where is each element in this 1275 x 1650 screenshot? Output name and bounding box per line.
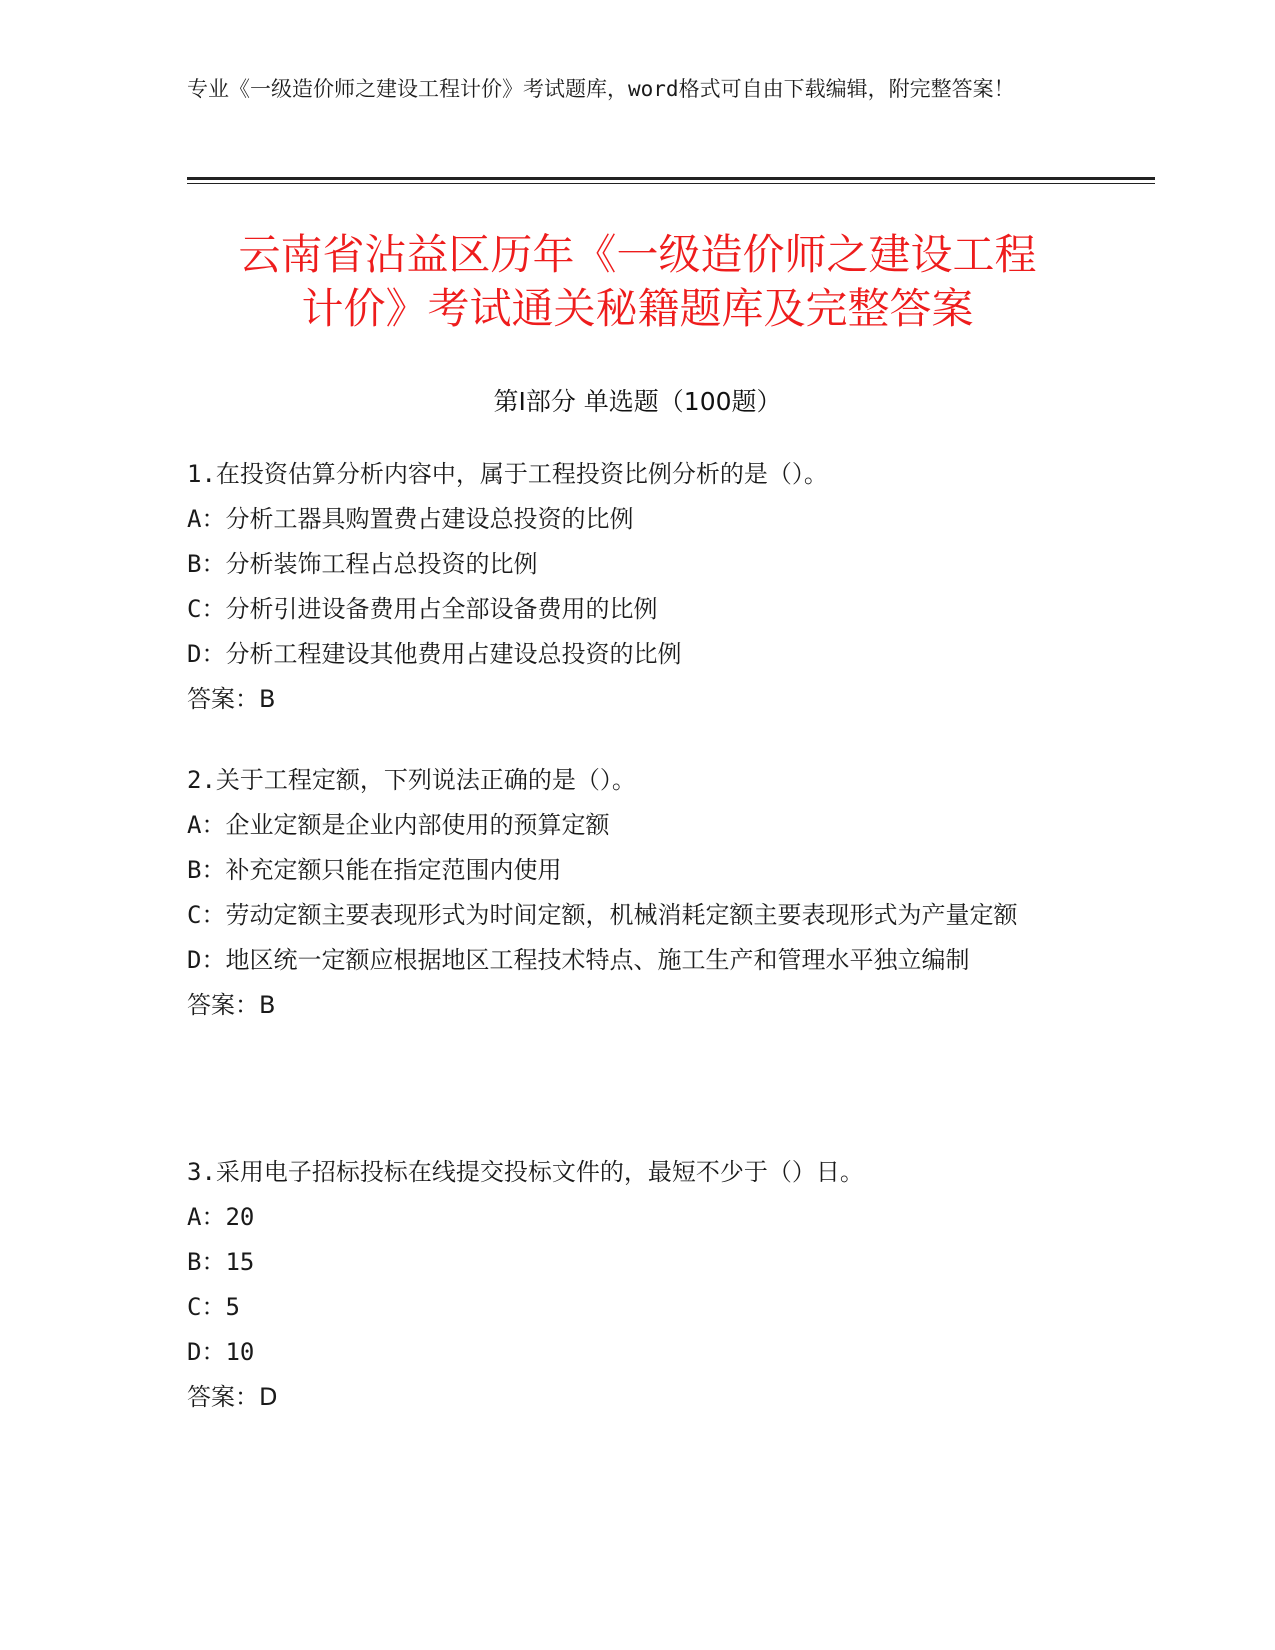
- section-title: 第Ⅰ部分 单选题（100题）: [493, 387, 782, 416]
- header-divider-thin: [187, 183, 1155, 184]
- option-c: C：劳动定额主要表现形式为时间定额，机械消耗定额主要表现形式为产量定额: [187, 901, 1018, 929]
- header-divider-thick: [187, 177, 1155, 180]
- document-title-line-1: 云南省沾益区历年《一级造价师之建设工程: [238, 230, 1037, 279]
- option-b: B：补充定额只能在指定范围内使用: [187, 856, 562, 884]
- option-a: A：分析工器具购置费占建设总投资的比例: [187, 505, 634, 533]
- option-b: B：15: [187, 1248, 255, 1276]
- option-d: D：分析工程建设其他费用占建设总投资的比例: [187, 640, 682, 668]
- question-stem: 2.关于工程定额，下列说法正确的是（）。: [187, 766, 636, 794]
- document-title: [150, 228, 1125, 336]
- question-3: [187, 1150, 1067, 1420]
- option-b: B：分析装饰工程占总投资的比例: [187, 550, 538, 578]
- option-d: D：10: [187, 1338, 255, 1366]
- question-1: [187, 452, 1067, 722]
- header-note: 专业《一级造价师之建设工程计价》考试题库，word格式可自由下载编辑，附完整答案！: [187, 77, 1015, 101]
- answer: 答案：B: [187, 991, 276, 1019]
- document-title-line-2: 计价》考试通关秘籍题库及完整答案: [301, 284, 974, 333]
- option-c: C：5: [187, 1293, 240, 1321]
- question-stem: 1.在投资估算分析内容中，属于工程投资比例分析的是（）。: [187, 460, 828, 488]
- option-a: A：企业定额是企业内部使用的预算定额: [187, 811, 610, 839]
- question-stem: 3.采用电子招标投标在线提交投标文件的，最短不少于（）日。: [187, 1158, 864, 1186]
- option-d: D：地区统一定额应根据地区工程技术特点、施工生产和管理水平独立编制: [187, 946, 970, 974]
- answer: 答案：D: [187, 1383, 278, 1411]
- header-divider: [187, 177, 1155, 184]
- option-c: C：分析引进设备费用占全部设备费用的比例: [187, 595, 658, 623]
- answer: 答案：B: [187, 685, 276, 713]
- question-2: [187, 758, 1067, 1028]
- option-a: A：20: [187, 1203, 255, 1231]
